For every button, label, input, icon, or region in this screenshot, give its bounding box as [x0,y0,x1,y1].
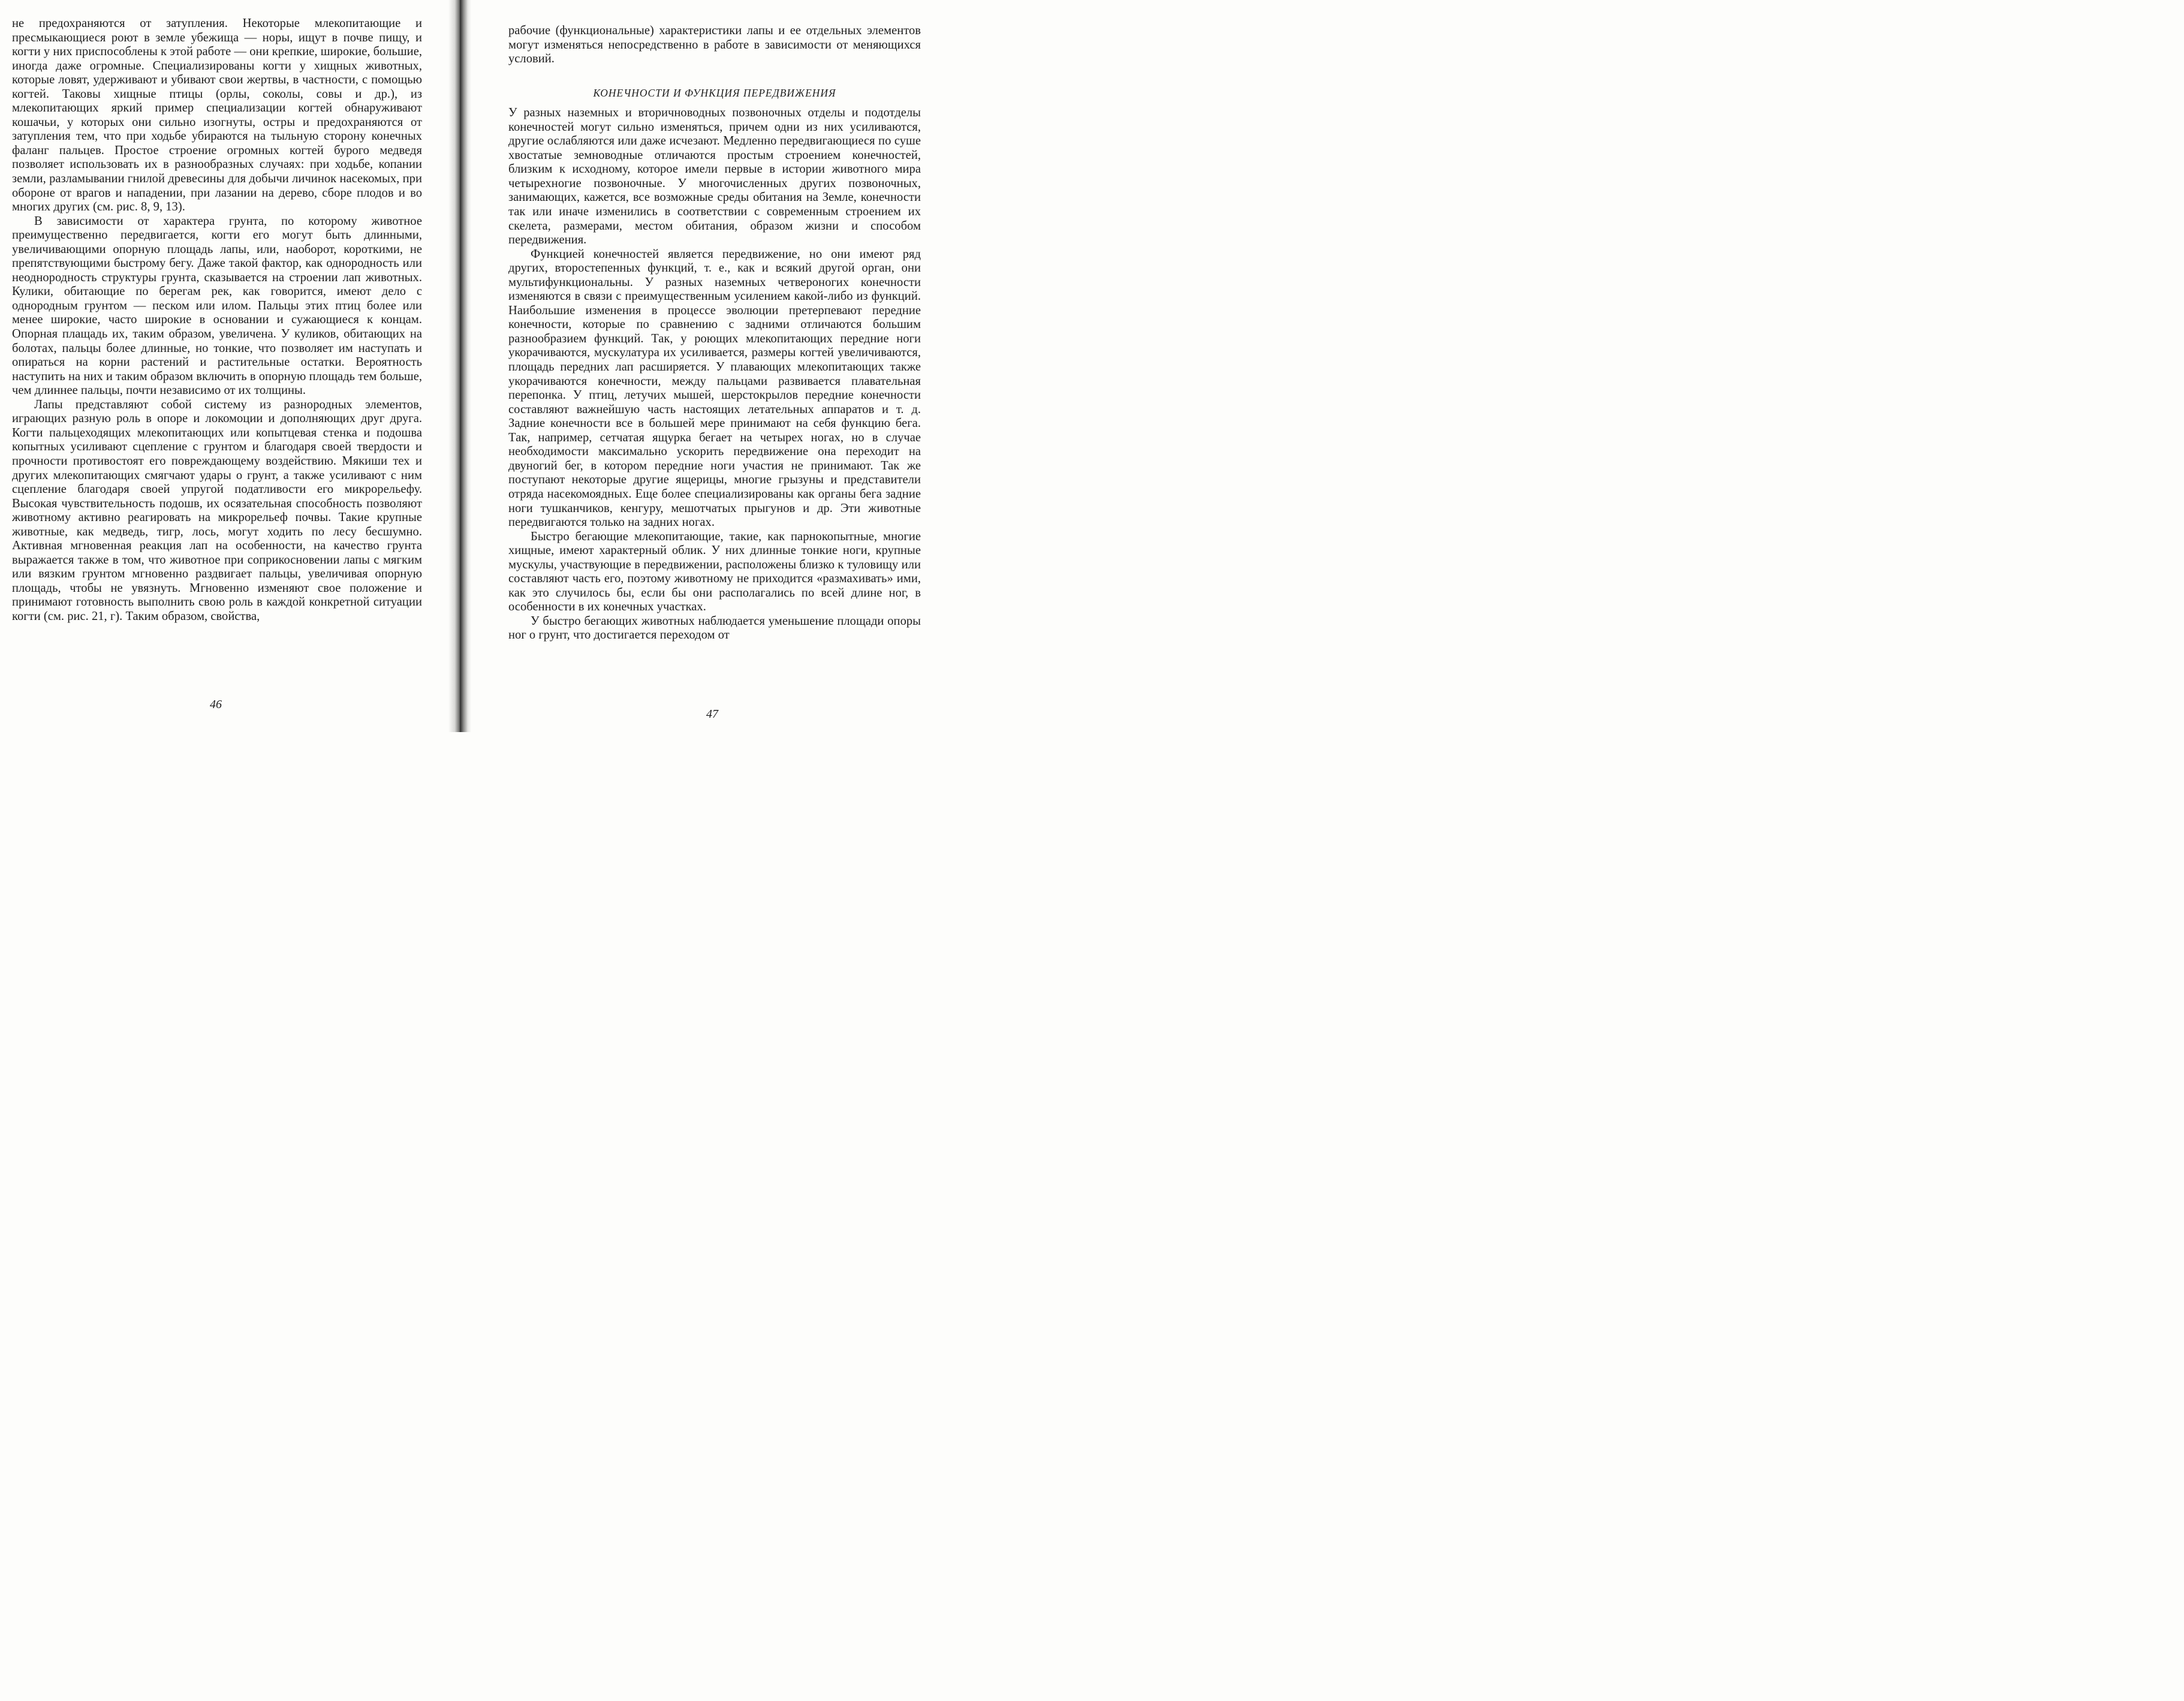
left-paragraph-2: В зависимости от характера грунта, по которому животное преимущественно передвигается, когти его могут быть длинными, увеличивающими опорную площадь лапы, или, наоборот, короткими, не препятствующими быстрому бегу. Даже такой фактор, как однородность или неоднородность структуры грунта, сказывается на строении лап животных. Кулики, обитающие по берегам рек, как говорится, имеют дело с однородным грунтом — песком или илом. Пальцы этих птиц более или менее широкие, часто широкие в основании и сужающиеся к концам. Опорная плащадь их, таким образом, увеличена. У куликов, обитающих на болотах, пальцы более длинные, но тонкие, что позволяет им наступать и опираться на корни растений и растительные остатки. Вероятность наступить на них и таким образом включить в опорную площадь тем больше, чем длиннее пальцы, почти независимо от их толщины. [12,214,422,398]
right-page-number: 47 [706,708,718,721]
left-paragraph-1: не предохраняются от затупления. Некоторые млекопитающие и пресмыкающиеся роют в земле убежища — норы, ищут в почве пищу, и когти у них приспособлены к этой работе — они крепкие, широкие, большие, иногда даже огромные. Специализированы когти у хищных животных, которые ловят, удерживают и убивают свои жертвы, в частности, с помощью когтей. Таковы хищные птицы (орлы, соколы, совы и др.), из млекопитающих яркий пример специализации когтей обнаруживают кошачьи, у которых они сильно изогнуты, остры и предохраняются от затупления тем, что при ходьбе убираются на тыльную сторону конечных фаланг пальцев. Простое строение огромных когтей бурого медведя позволяет использовать их в разнообразных случаях: при ходьбе, копании земли, разламывании гнилой древесины для добычи личинок насекомых, при обороне от врагов и нападении, при лазании на дерево, сборе плодов и во многих других (см. рис. 8, 9, 13). [12,17,422,214]
right-paragraph-5: У быстро бегающих животных наблюдается уменьшение площади опоры ног о грунт, что достигается переходом от [508,614,921,642]
right-paragraph-4: Быстро бегающие млекопитающие, такие, как парнокопытные, многие хищные, имеют характерный облик. У них длинные тонкие ноги, крупные мускулы, участвующие в передвижении, расположены близко к туловищу или составляют часть его, поэтому животному не приходится «размахивать» ими, как это случилось бы, если бы они располагались по всей длине ног, в особенности в их конечных участках. [508,529,921,614]
left-page [0,0,456,732]
section-heading: КОНЕЧНОСТИ И ФУНКЦИЯ ПЕРЕДВИЖЕНИЯ [593,86,836,99]
right-page-text [508,24,921,643]
left-page-number: 46 [210,698,222,711]
book-spread [0,0,940,732]
right-paragraph-1: рабочие (функциональные) характеристики лапы и ее отдельных элементов могут изменяться непосредственно в работе в зависимости от меняющихся условий. [508,24,921,66]
left-paragraph-3: Лапы представляют собой систему из разнородных элементов, играющих разную роль в опоре и локомоции и дополняющих друг друга. Когти пальцеходящих млекопитающих или копытцевая стенка и подошва копытных усиливают сцепление с грунтом и благодаря своей твердости и прочности противостоят его повреждающему воздействию. Мякиши тех и других млекопитающих смягчают удары о грунт, а также усиливают с ним сцепление благодаря своей упругой податливости его микрорельефу. Высокая чувствительность подошв, их осязательная способность позволяют животному активно реагировать на микрорельеф почвы. Такие крупные животные, как медведь, тигр, лось, могут ходить по лесу бесшумно. Активная мгновенная реакция лап на особенности, на качество грунта выражается также в том, что животное при соприкосновении лапы с мягким или вязким грунтом мгновенно раздвигает пальцы, увеличивая опорную площадь, чтобы не увязнуть. Мгновенно изменяют свое положение и принимают готовность выполнить свою роль в каждой конкретной ситуации когти (см. рис. 21, г). Таким образом, свойства, [12,398,422,623]
left-page-text [12,17,422,624]
right-paragraph-2: У разных наземных и вторичноводных позвоночных отделы и подотделы конечностей могут сильно изменяться, причем одни из них усиливаются, другие ослабляются или даже исчезают. Медленно передвигающиеся по суше хвостатые земноводные отличаются простым строением конечностей, близким к исходному, которое имели первые в истории животного мира четырехногие позвоночные. У многочисленных других позвоночных, занимающих, кажется, все возможные среды обитания на Земле, конечности так или иначе изменились в соответствии с современным строением их скелета, размерами, местом обитания, образом жизни и способом передвижения. [508,106,921,247]
right-paragraph-3: Функцией конечностей является передвижение, но они имеют ряд других, второстепенных функций, т. е., как и всякий другой орган, они мультифункциональны. У разных наземных четвероногих конечности изменяются в связи с преимущественным усилением какой-либо из функций. Наибольшие изменения в процессе эволюции претерпевают передние конечности, которые по сравнению с задними отличаются большим разнообразием функций. Так, у роющих млекопитающих передние ноги укорачиваются, мускулатура их усиливается, размеры когтей увеличиваются, площадь передних лап расширяется. У плавающих млекопитающих также укорачиваются конечности, между пальцами развивается плавательная перепонка. У птиц, летучих мышей, шерстокрылов передние конечности составляют важнейшую часть настоящих летательных аппаратов и т. д. Задние конечности все в большей мере принимают на себя функцию бега. Так, например, сетчатая ящурка бегает на четырех ногах, но в случае необходимости максимально ускорить передвижение она переходит на двуногий бег, в котором передние ноги участия не принимают. Так же поступают некоторые другие ящерицы, многие грызуны и представители отряда насекомоядных. Еще более специализированы как органы бега задние ноги тушканчиков, кенгуру, мешотчатых прыгунов и др. Эти животные передвигаются только на задних ногах. [508,247,921,529]
right-page [466,0,940,732]
